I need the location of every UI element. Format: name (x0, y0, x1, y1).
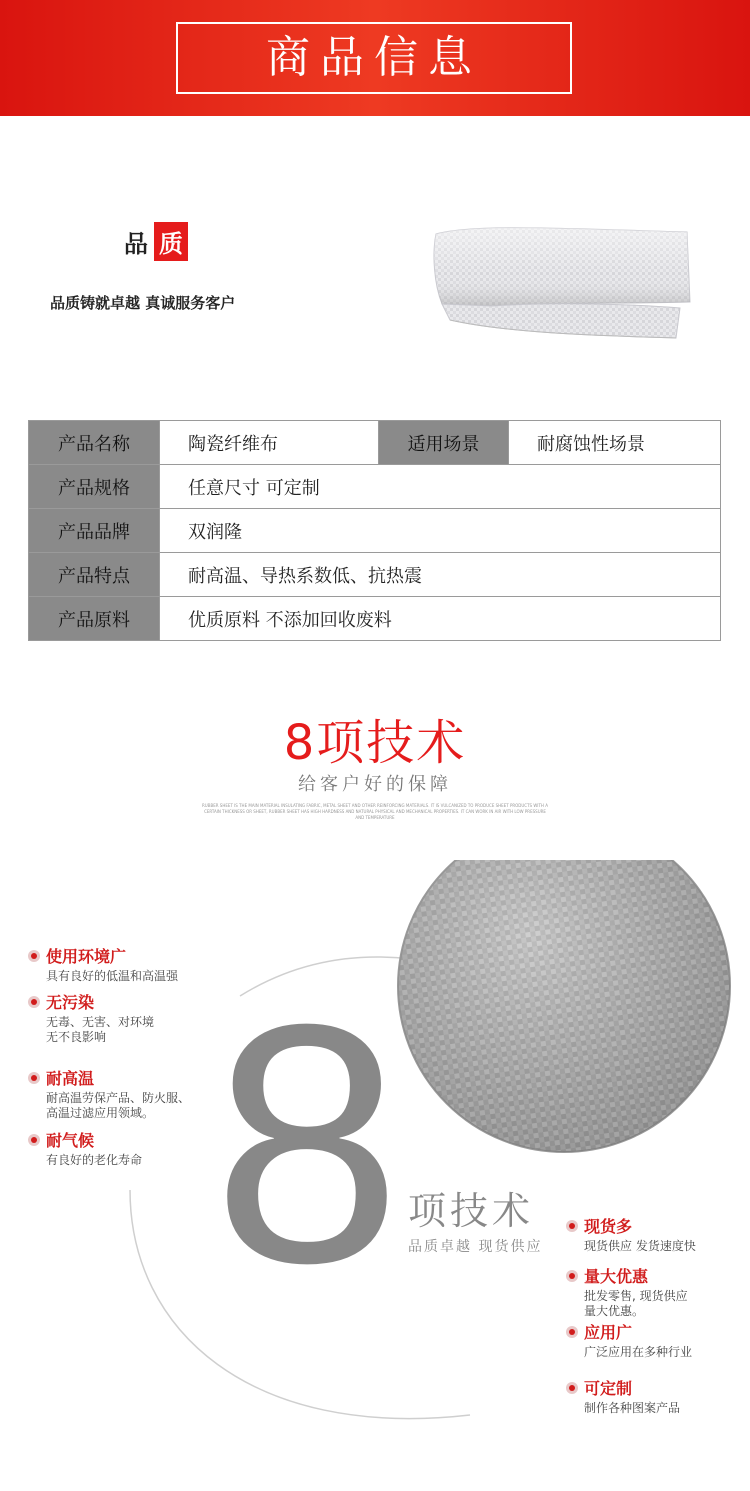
big-number-8: 8 (212, 954, 402, 1334)
spec-label: 产品名称 (29, 421, 160, 465)
fine-print: RUBBER SHEET IS THE MAIN MATERIAL INSULATING FABRIC, METAL SHEET AND OTHER REINFORCING MATERIALS. IT IS VULCANIZED TO PRODUCE SHEET PRODUCTS WITH A CERTAIN THICKNESS OR SHEET, RUBBER SHEET HAS HIGH HARDNESS AND NATURAL PHYSICAL AND MECHANICAL PROPERTIES. IT CAN WORK IN AIR WITH LOW PRESSURE AND TEMPERATURE (202, 803, 548, 820)
feature-desc: 制作各种图案产品 (584, 1401, 681, 1415)
spec-table (28, 420, 721, 641)
table-row (29, 421, 721, 465)
bullet-dot-icon (566, 1326, 578, 1338)
bullet-dot-icon (566, 1270, 578, 1282)
feature-item (566, 1320, 692, 1360)
feature-desc: 无毒、无害、对环境 (46, 1015, 155, 1029)
quality-slogan: 品质铸就卓越 真诚服务客户 (50, 294, 236, 312)
feature-item (28, 944, 178, 984)
feature-desc: 无不良影响 (46, 1030, 107, 1044)
tech-title: 8项技术 (283, 715, 467, 771)
feature-title: 无污染 (46, 993, 95, 1012)
spec-label: 产品品牌 (29, 509, 160, 553)
bullet-dot-icon (566, 1220, 578, 1232)
bullet-dot-icon (566, 1382, 578, 1394)
spec-value: 优质原料 不添加回收废料 (160, 597, 721, 641)
table-row (29, 509, 721, 553)
feature-desc: 现货供应 发货速度快 (584, 1239, 696, 1253)
spec-value: 耐腐蚀性场景 (509, 421, 721, 465)
feature-title: 使用环境广 (46, 947, 127, 966)
spec-value: 耐高温、导热系数低、抗热震 (160, 553, 721, 597)
feature-item (28, 1128, 142, 1168)
quality-heading (124, 222, 188, 261)
feature-desc: 耐高温劳保产品、防火服、 (46, 1091, 191, 1105)
tech-mid-subtitle: 品质卓越 现货供应 (408, 1239, 543, 1255)
feature-item (566, 1264, 688, 1319)
bullet-dot-icon (28, 950, 40, 962)
feature-title: 应用广 (584, 1323, 633, 1342)
feature-desc: 批发零售, 现货供应 (584, 1289, 688, 1303)
spec-label: 产品原料 (29, 597, 160, 641)
ceramic-fiber-cloth-image (432, 224, 692, 344)
banner-title: 商品信息 (266, 32, 482, 83)
spec-value: 双润隆 (160, 509, 721, 553)
header-banner (0, 0, 750, 116)
bullet-dot-icon (28, 996, 40, 1008)
feature-item (566, 1376, 680, 1416)
feature-title: 耐高温 (46, 1069, 95, 1088)
feature-item (566, 1214, 696, 1254)
bullet-dot-icon (28, 1134, 40, 1146)
spec-label: 适用场景 (379, 421, 509, 465)
table-row (29, 553, 721, 597)
banner-frame (176, 22, 572, 94)
spec-value: 陶瓷纤维布 (160, 421, 379, 465)
feature-title: 可定制 (584, 1379, 633, 1398)
feature-title: 现货多 (584, 1217, 633, 1236)
feature-desc: 有良好的老化寿命 (46, 1153, 143, 1167)
table-row (29, 597, 721, 641)
tech-subtitle: 给客户好的保障 (298, 774, 452, 795)
tech-mid-title: 项技术 (408, 1189, 535, 1233)
feature-title: 耐气候 (46, 1131, 95, 1150)
feature-desc: 广泛应用在多种行业 (584, 1345, 693, 1359)
feature-title: 量大优惠 (584, 1267, 649, 1286)
spec-value: 任意尺寸 可定制 (160, 465, 721, 509)
spec-label: 产品特点 (29, 553, 160, 597)
bullet-dot-icon (28, 1072, 40, 1084)
feature-desc: 具有良好的低温和高温强 (46, 969, 179, 983)
feature-desc: 高温过滤应用领域。 (46, 1106, 155, 1120)
spec-label: 产品规格 (29, 465, 160, 509)
quality-word-1: 品 (124, 230, 148, 258)
feature-item (28, 990, 154, 1045)
table-row (29, 465, 721, 509)
quality-word-2: 质 (154, 222, 188, 261)
feature-desc: 量大优惠。 (584, 1304, 645, 1318)
feature-item (28, 1066, 190, 1121)
